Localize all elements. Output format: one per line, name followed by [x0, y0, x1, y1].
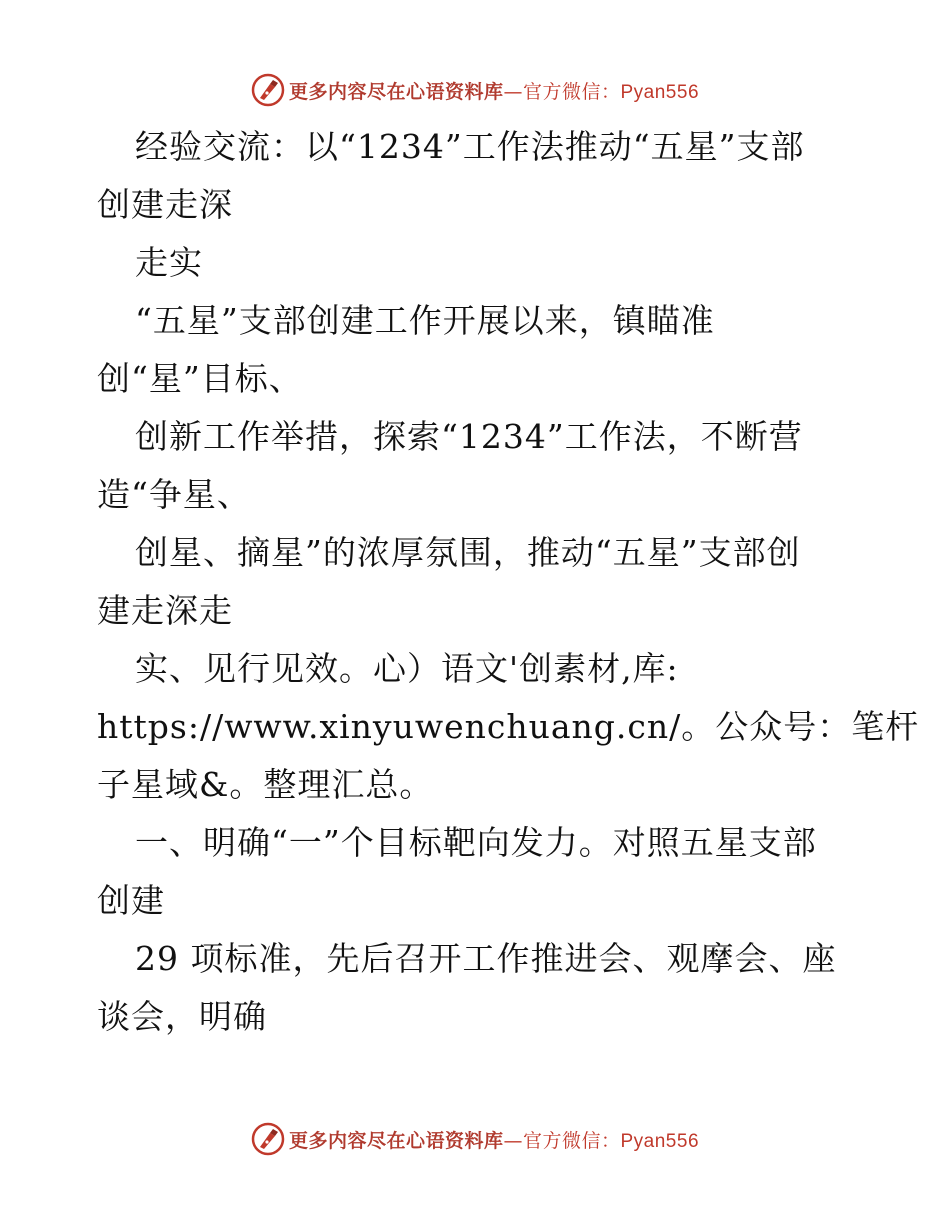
body-line: “五星”支部创建工作开展以来，镇瞄准	[135, 301, 715, 340]
banner-wechat-label: 官方微信：	[522, 80, 621, 103]
banner-text	[289, 1126, 699, 1153]
body-line: 创建	[97, 881, 165, 920]
banner-brand: 更多内容尽在心语资料库	[288, 80, 504, 103]
body-line: 走实	[135, 243, 203, 282]
body-line: 一、明确“一”个目标靶向发力。对照五星支部	[135, 823, 817, 862]
body-line: 29 项标准，先后召开工作推进会、观摩会、座	[135, 939, 837, 978]
body-line-url: https://www.xinyuwenchuang.cn/。公众号：笔杆	[97, 707, 920, 746]
banner-wechat-id: Pyan556	[620, 81, 700, 103]
footer-banner	[0, 1121, 950, 1157]
banner-separator: —	[503, 80, 523, 103]
document-body	[97, 118, 920, 1046]
header-banner	[0, 72, 950, 108]
body-line: 建走深走	[97, 591, 233, 630]
banner-wechat-id: Pyan556	[620, 1130, 700, 1152]
banner-separator: —	[503, 1129, 523, 1152]
banner-text	[289, 77, 699, 104]
body-line: 造“争星、	[97, 475, 251, 514]
body-line: 创建走深	[97, 185, 233, 224]
banner-brand: 更多内容尽在心语资料库	[288, 1129, 504, 1152]
pen-nib-logo-icon	[251, 1122, 285, 1156]
body-line: 子星域&。整理汇总。	[97, 765, 434, 804]
body-line: 创“星”目标、	[97, 359, 303, 398]
body-line: 创星、摘星”的浓厚氛围，推动“五星”支部创	[135, 533, 801, 572]
body-line: 经验交流：以“1234”工作法推动“五星”支部	[135, 127, 805, 166]
body-line: 实、见行见效。心）语文'创素材,库:	[135, 649, 679, 688]
body-line: 谈会，明确	[97, 997, 267, 1036]
pen-nib-logo-icon	[251, 73, 285, 107]
body-line: 创新工作举措，探索“1234”工作法，不断营	[135, 417, 803, 456]
banner-wechat-label: 官方微信：	[522, 1129, 621, 1152]
